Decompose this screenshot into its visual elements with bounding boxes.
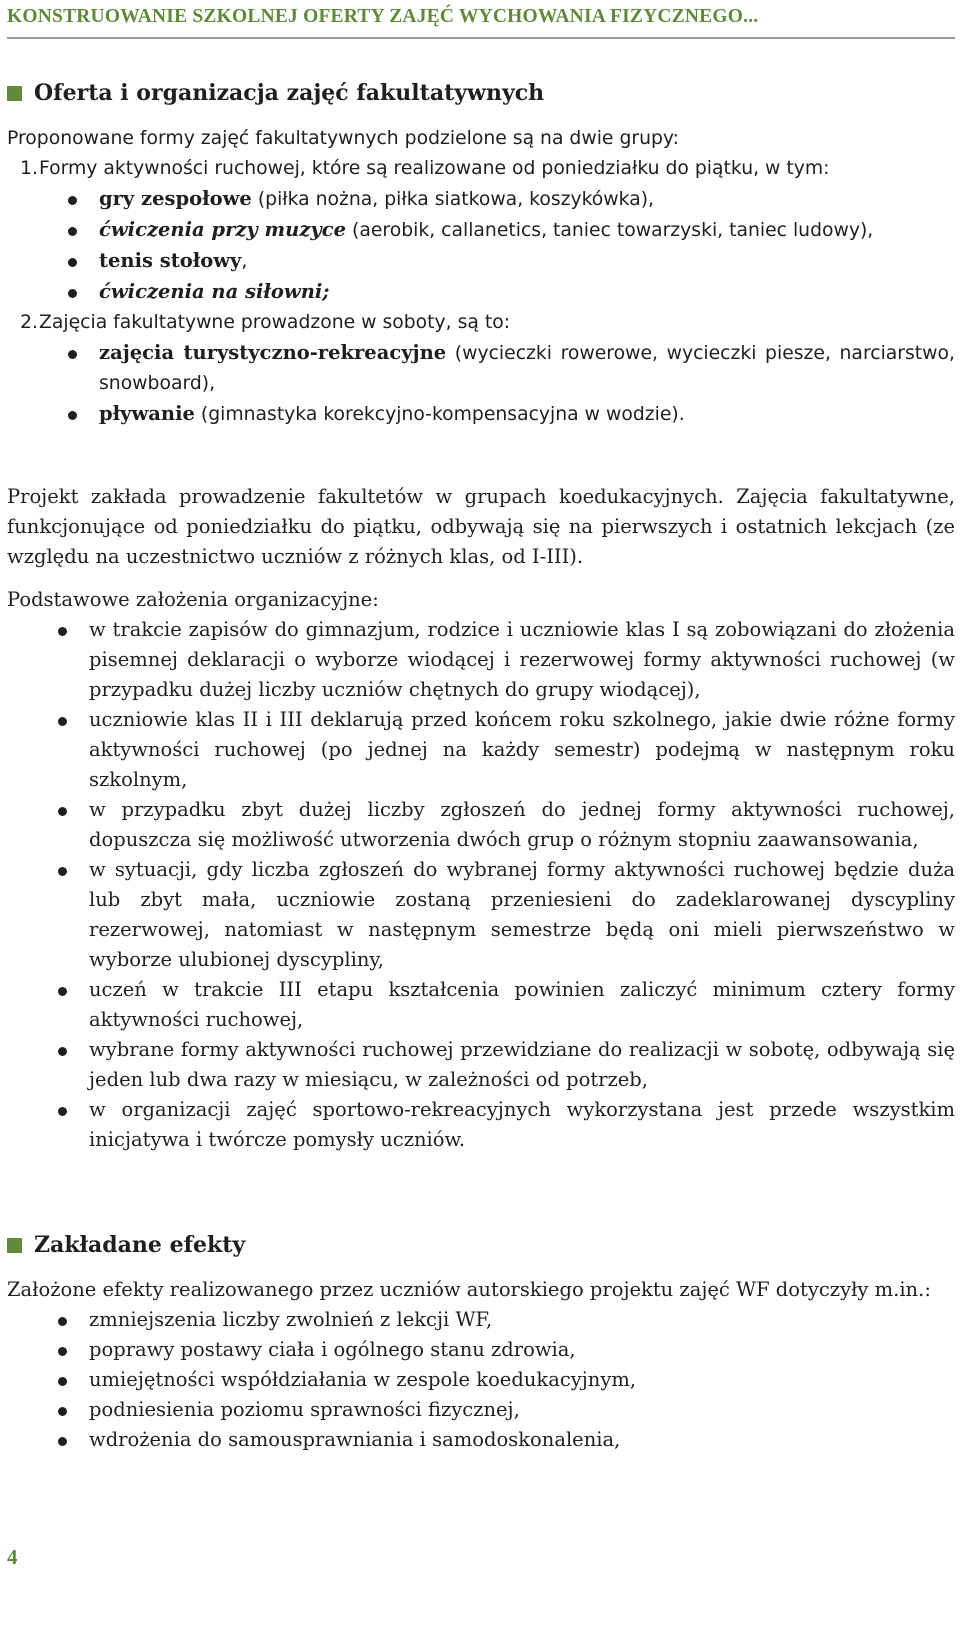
assumptions-intro: Podstawowe założenia organizacyjne: [7,588,379,611]
list-item [7,705,955,795]
effects-block [7,1275,955,1455]
bullet-icon [58,1107,67,1116]
item-rest: , [241,251,248,272]
bullet-icon [58,987,67,996]
item-bold: pływanie [99,402,195,425]
bullet-icon [68,196,77,205]
item-text: umiejętności współdziałania w zespole koedukacyjnym, [89,1368,637,1391]
list-item [7,399,955,430]
item-text: w trakcie zapisów do gimnazjum, rodzice i uczniowie klas I są zobowiązani do złożenia pisemnej deklaracji o wyborze wiodącej i rezerwowej formy aktywności ruchowej (w przypadku dużej liczby uczniów chętnych do grupy wiodącej), [89,618,955,701]
list-item [7,338,955,399]
bullet-icon [68,258,77,267]
group-1 [7,154,955,184]
item-text: uczeń w trakcie III etapu kształcenia powinien zaliczyć minimum cztery formy aktywności ruchowej, [89,978,955,1031]
item-bold: ćwiczenia przy muzyce [99,218,347,241]
item-text: wybrane formy aktywności ruchowej przewidziane do realizacji w sobotę, odbywają się jeden lub dwa razy w miesiącu, w zależności od potrzeb, [89,1038,955,1091]
item-text: w przypadku zbyt dużej liczby zgłoszeń do jednej formy aktywności ruchowej, dopuszcza się możliwość utworzenia dwóch grup o różnym stopniu zaawansowania, [89,798,955,851]
item-bold: ćwiczenia na siłowni; [99,280,330,303]
group-number: 2. [20,312,38,333]
item-text: w organizacji zajęć sportowo-rekreacyjnych wykorzystana jest przede wszystkim inicjatywa i twórcze pomysły uczniów. [89,1098,955,1151]
list-item [7,1425,955,1455]
effects-intro: Założone efekty realizowanego przez uczniów autorskiego projektu zajęć WF dotyczyły m.in.: [7,1278,931,1301]
list-item [7,1395,955,1425]
item-rest: (wycieczki rowerowe, wycieczki piesze, narciarstwo, snowboard), [99,343,955,394]
bullet-icon [58,807,67,816]
list-item [7,277,955,308]
section-heading-text: Oferta i organizacja zajęć fakultatywnych [34,80,545,106]
group-number: 1. [20,158,38,179]
item-rest: (aerobik, callanetics, taniec towarzyski, taniec ludowy), [346,220,874,241]
item-text: podniesienia poziomu sprawności fizycznej, [89,1398,520,1421]
list-item [7,975,955,1035]
list-item [7,1335,955,1365]
bullet-icon [58,1407,67,1416]
item-text: wdrożenia do samousprawniania i samodoskonalenia, [89,1428,621,1451]
list-item [7,855,955,975]
bullet-icon [68,411,77,420]
group-text: Zajęcia fakultatywne prowadzone w soboty, są to: [39,312,511,333]
list-item [7,184,955,215]
item-bold: gry zespołowe [99,187,252,210]
item-text: poprawy postawy ciała i ogólnego stanu zdrowia, [89,1338,576,1361]
bullet-icon [58,1437,67,1446]
item-rest: (piłka nożna, piłka siatkowa, koszykówka), [251,189,654,210]
item-text: uczniowie klas II i III deklarują przed końcem roku szkolnego, jakie dwie różne formy aktywności ruchowej (po jednej na każdy semestr) podejmą w następnym roku szkolnym, [89,708,955,791]
project-paragraph-block [7,482,955,572]
offer-intro: Proponowane formy zajęć fakultatywnych podzielone są na dwie grupy: [7,128,679,149]
section-heading-text: Zakładane efekty [34,1232,246,1258]
list-item [7,795,955,855]
item-text: zmniejszenia liczby zwolnień z lekcji WF, [89,1308,493,1331]
bullet-icon [68,289,77,298]
bullet-icon [58,1047,67,1056]
project-paragraph: Projekt zakłada prowadzenie fakultetów w grupach koedukacyjnych. Zajęcia fakultatywne, funkcjonujące od poniedziałku do piątku, odbywają się na pierwszych i ostatnich lekcjach (ze względu na uczestnictwo uczniów z różnych klas, od I-III). [7,485,955,568]
group-2 [7,308,955,338]
list-item [7,615,955,705]
assumptions-block [7,585,955,1155]
header-rule [7,37,955,39]
list-item [7,1095,955,1155]
bullet-icon [58,717,67,726]
bullet-icon [58,627,67,636]
bullet-icon [68,227,77,236]
item-rest: (gimnastyka korekcyjno-kompensacyjna w wodzie). [194,404,685,425]
square-bullet-icon [7,86,22,101]
list-item [7,1035,955,1095]
offer-groups [7,124,955,430]
page-number: 4 [7,1545,18,1569]
list-item [7,215,955,246]
group-text: Formy aktywności ruchowej, które są realizowane od poniedziałku do piątku, w tym: [39,158,830,179]
list-item [7,1305,955,1335]
section-heading-effects [7,1232,245,1258]
square-bullet-icon [7,1238,22,1253]
bullet-icon [58,1347,67,1356]
item-text: w sytuacji, gdy liczba zgłoszeń do wybranej formy aktywności ruchowej będzie duża lub zbyt mała, uczniowie zostaną przeniesieni do zadeklarowanej dyscypliny rezerwowej, natomiast w następnym semestrze będą oni mieli pierwszeństwo w wyborze ulubionej dyscypliny, [89,858,955,971]
bullet-icon [68,350,77,359]
bullet-icon [58,867,67,876]
list-item [7,246,955,277]
item-bold: tenis stołowy [99,249,242,272]
bullet-icon [58,1317,67,1326]
list-item [7,1365,955,1395]
bullet-icon [58,1377,67,1386]
section-heading-offer [7,80,544,106]
running-head: KONSTRUOWANIE SZKOLNEJ OFERTY ZAJĘĆ WYCHOWANIA FIZYCZNEGO... [7,6,759,27]
item-bold: zajęcia turystyczno-rekreacyjne [99,341,447,364]
